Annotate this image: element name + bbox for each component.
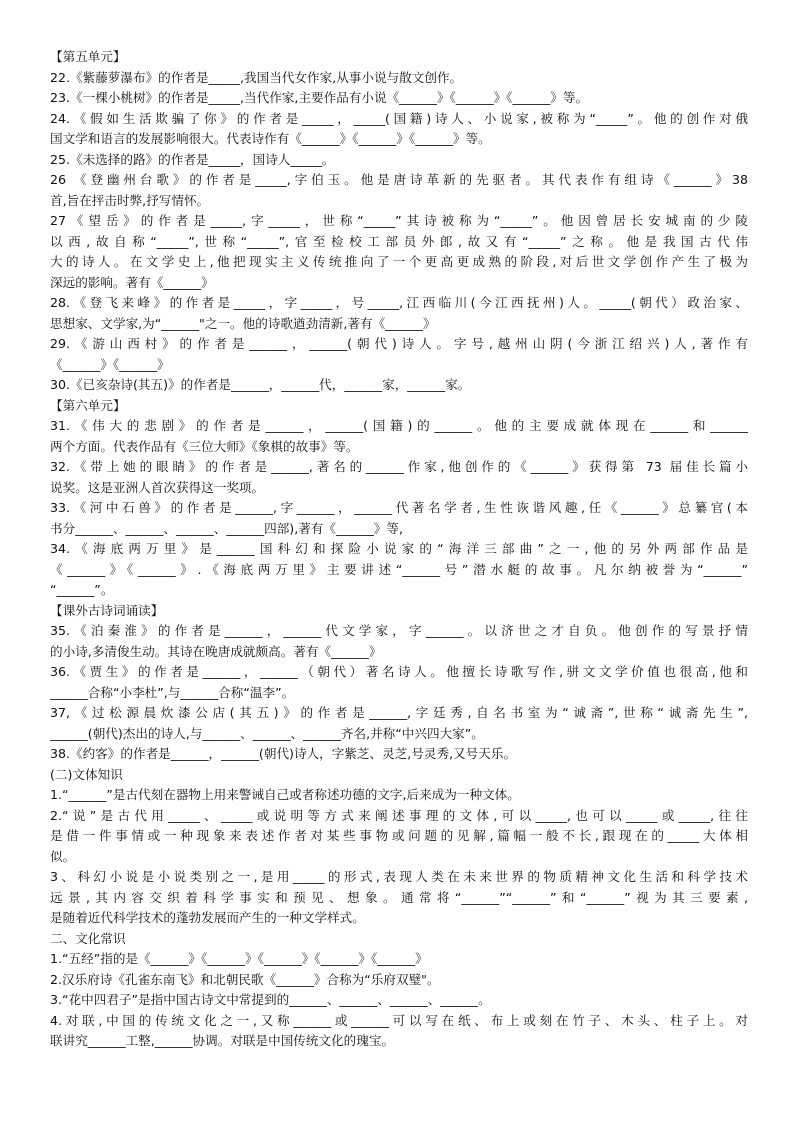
text-line: 27《望岳》的作者是_____,字_____，世称“_____”其诗被称为“_____”。他因曾居长安城南的少陵 bbox=[50, 213, 748, 228]
text-line: 【第五单元】 bbox=[50, 49, 126, 64]
text-line: 1.“五经”指的是《______》《______》《______》《______》《______》 bbox=[50, 951, 428, 966]
text-line: 是随着近代科学技术的蓬勃发展而产生的一种文学样式。 bbox=[50, 910, 365, 925]
text-line: 3.“花中四君子”是指中国古诗文中常提到的______、______、______、______。 bbox=[50, 992, 491, 1007]
text-line: 《______》《______》 bbox=[50, 356, 170, 372]
text-line: 似。 bbox=[50, 848, 76, 864]
text-line: 4.对联,中国的传统文化之一,又称______或______可以写在纸、布上或刻在竹子、木头、柱子上。对 bbox=[50, 1012, 748, 1028]
text-line: 3、科幻小说是小说类别之一,是用_____的形式,表现人类在未来世界的物质精神文化生活和科学技术 bbox=[50, 869, 748, 884]
text-line: ______合称“小李杜”,与______合称“温李”。 bbox=[50, 684, 295, 700]
text-line: 二、文化常识 bbox=[50, 930, 126, 946]
text-line: 2.汉乐府诗《孔雀东南飞》和北朝民歌《______》合称为“乐府双璧"。 bbox=[50, 971, 440, 987]
text-line: 28.《登飞来峰》的作者是_____，字_____，号_____,江西临川(今江西抚州)人。_____(朝代）政治家、 bbox=[50, 295, 748, 310]
text-line: “______”。 bbox=[50, 582, 114, 597]
text-line: 2.“说”是古代用_____、_____或说明等方式来阐述事理的文体,可以_____,也可以_____或_____,往往 bbox=[50, 807, 748, 823]
text-line: 书分______、______、______、______四部),著有《______》等, bbox=[50, 520, 403, 536]
text-line: 36.《贾生》的作者是______，______（朝代）著名诗人。他擅长诗歌写作,骈文文学价值也很高,他和 bbox=[50, 664, 748, 679]
text-line: 以西,故自称“_____”,世称“_____”,官至检校工部员外郎,故又有“_____”之称。他是我国古代伟 bbox=[50, 233, 748, 249]
text-line: (二)文体知识 bbox=[50, 766, 123, 782]
text-line: 35.《泊秦淮》的作者是______，______代文学家，字______。以济世之才自负。他创作的写景抒情 bbox=[50, 623, 748, 638]
text-line: 深远的影响。著有《______》 bbox=[50, 274, 214, 290]
text-line: 22.《紫藤萝瀑布》的作者是_____,我国当代女作家,从事小说与散文创作。 bbox=[50, 69, 463, 85]
text-line: 说奖。这是亚洲人首次获得这一奖项。 bbox=[50, 479, 265, 495]
text-line: 国文学和语言的发展影响很大。代表诗作有《______》《______》《______》等。 bbox=[50, 131, 491, 146]
text-line: 的小诗,多清俊生动。其诗在晚唐成就颇高。著有《______》 bbox=[50, 643, 382, 659]
text-line: 31.《伟大的悲剧》的作者是______，______(国籍)的______。他的主要成就体现在______和______ bbox=[50, 418, 748, 433]
text-line: 首,旨在抨击时弊,抒写情怀。 bbox=[50, 192, 210, 208]
text-line: 两个方面。代表作品有《三位大师》《象棋的故事》等。 bbox=[50, 438, 359, 454]
text-line: 是借一件事情或一种现象来表述作者对某些事物或问题的见解,篇幅一般不长,跟现在的_____大体相 bbox=[50, 828, 748, 843]
text-line: 38.《约客》的作者是______，______(朝代)诗人，字紫芝、灵芝,号灵秀,又号天乐。 bbox=[50, 746, 517, 761]
text-line: 大的诗人。在文学史上,他把现实主义传统推向了一个更高更成熟的阶段,对后世文学创作产生了极为 bbox=[50, 254, 748, 269]
text-line: 1.“______”是古代刻在器物上用来警诫自己或者称述功德的文字,后来成为一种文体。 bbox=[50, 787, 520, 802]
text-line: 【第六单元】 bbox=[50, 397, 126, 413]
text-line: 32.《带上她的眼睛》的作者是______,著名的______作家,他创作的《______》获得第 73 届佳长篇小 bbox=[50, 459, 748, 474]
text-line: 29.《游山西村》的作者是______，______(朝代)诗人。字号,越州山阴(今浙江绍兴)人,著作有 bbox=[50, 336, 748, 351]
worksheet-body bbox=[50, 47, 748, 1052]
text-line: ______(朝代)杰出的诗人,与______、______、______齐名,并称“中兴四大家”。 bbox=[50, 725, 484, 741]
text-line: 【课外古诗词诵读】 bbox=[50, 602, 164, 618]
text-line: 34.《海底两万里》是______国科幻和探险小说家的“海洋三部曲”之一,他的另外两部作品是 bbox=[50, 541, 748, 556]
text-line: 联讲究______工整,______协调。对联是中国传统文化的瑰宝。 bbox=[50, 1033, 395, 1048]
text-line: 24.《假如生活欺骗了你》的作者是_____，_____(国籍)诗人、小说家,被称为“_____”。他的创作对俄 bbox=[50, 110, 748, 126]
text-line: 25.《未选择的路》的作者是_____，国诗人_____。 bbox=[50, 151, 335, 167]
text-line: 远景,其内容交织着科学事实和预见、想象。通常将“______”“______”和“______”视为其三要素, bbox=[50, 889, 748, 905]
text-line: 23.《一棵小桃树》的作者是_____,当代作家,主要作品有小说《______》《______》《______》等。 bbox=[50, 90, 589, 105]
text-line: 37,《过松源晨炊漆公店(其五)》的作者是______,字廷秀,自名书室为“诚斋”,世称“诚斋先生”, bbox=[50, 705, 748, 720]
text-line: 33.《河中石兽》的作者是______,字______，______代著名学者,生性诙谐风趣,任《______》总纂官(本 bbox=[50, 500, 748, 515]
text-line: 《______》《______》.《海底两万里》主要讲述“______号”潜水艇的故事。凡尔纳被誉为“______” bbox=[50, 561, 748, 577]
text-line: 思想家、文学家,为“______"之一。他的诗歌遒劲清新,著有《______》 bbox=[50, 315, 436, 331]
text-line: 26 《登幽州台歌》的作者是_____,字伯玉。他是唐诗革新的先驱者。其代表作有组诗《______》38 bbox=[50, 172, 748, 187]
text-line: 30.《已亥杂诗(其五)》的作者是______，______代，______家，______家。 bbox=[50, 377, 471, 392]
